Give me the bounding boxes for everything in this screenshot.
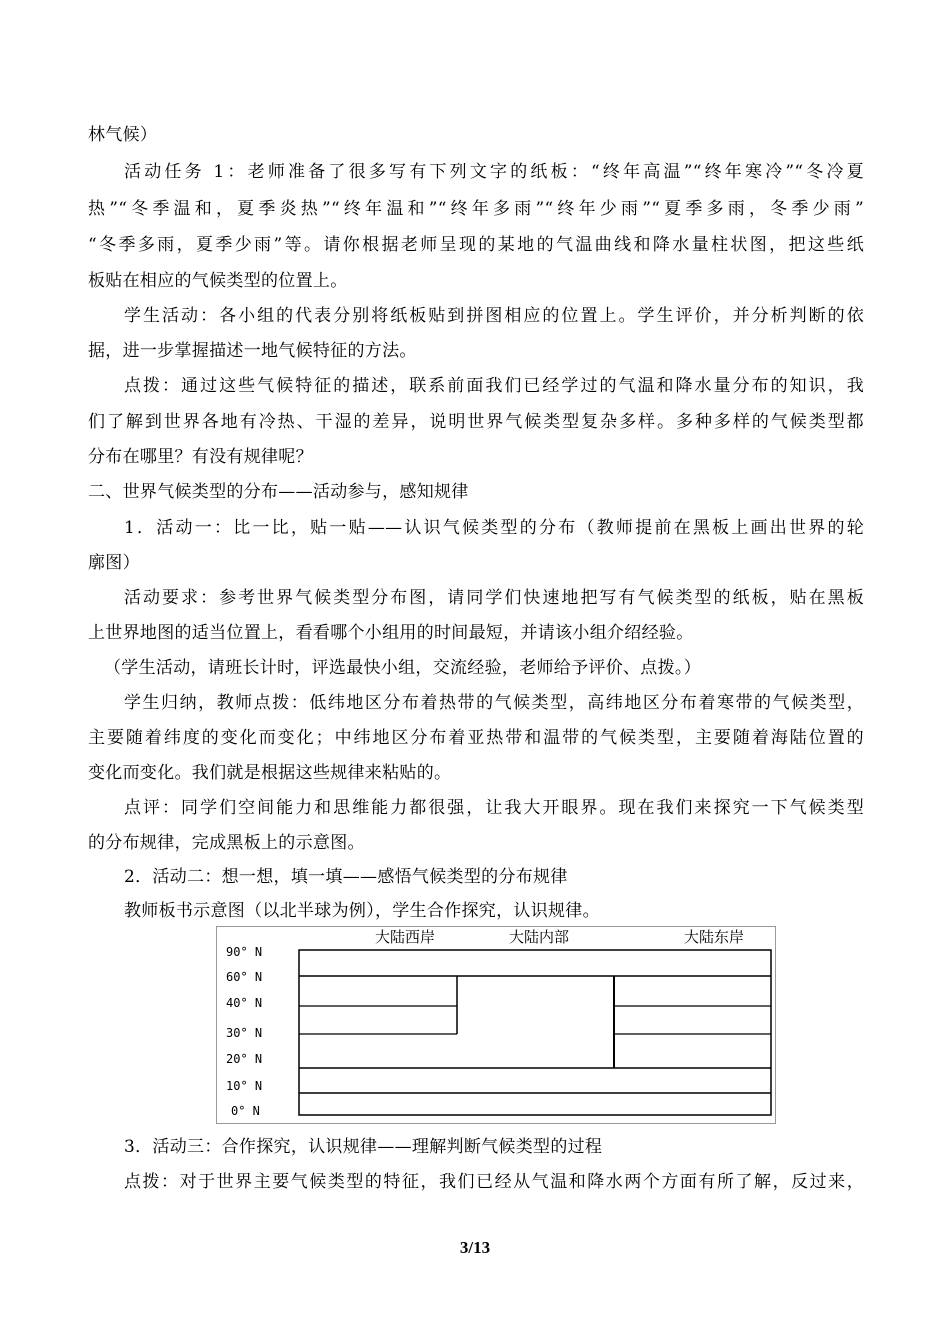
paragraph-line: 变化而变化。我们就是根据这些规律来粘贴的。 (88, 763, 452, 783)
diagram-grid (299, 950, 771, 1115)
paragraph-line: 分布在哪里？有没有规律呢？ (88, 447, 313, 467)
paragraph-line: 教师板书示意图（以北半球为例），学生合作探究，认识规律。 (124, 901, 600, 921)
paragraph-line: 的分布规律，完成黑板上的示意图。 (88, 833, 365, 853)
lat-label-0: 0° N (231, 1104, 260, 1118)
lat-label-90: 90° N (226, 945, 263, 959)
paragraph-line: 活动要求：参考世界气候类型分布图，请同学们快速地把写有气候类型的纸板，贴在黑板 (124, 588, 864, 608)
lat-label-60: 60° N (226, 970, 263, 984)
header-west-coast: 大陆西岸 (374, 928, 436, 946)
climate-distribution-diagram (216, 926, 776, 1124)
paragraph-line: 点评：同学们空间能力和思维能力都很强，让我大开眼界。现在我们来探究一下气候类型 (124, 798, 864, 818)
paragraph-line: 主要随着纬度的变化而变化；中纬地区分布着亚热带和温带的气候类型，主要随着海陆位置的 (88, 728, 864, 748)
lat-label-10: 10° N (226, 1079, 263, 1093)
paragraph-line: 活动任务 1：老师准备了很多写有下列文字的纸板：“终年高温”“终年寒冷”“冬冷夏 (124, 162, 864, 182)
header-east-coast: 大陆东岸 (683, 928, 745, 946)
header-inland: 大陆内部 (508, 928, 570, 946)
lat-label-40: 40° N (226, 996, 263, 1010)
paragraph-line: 3．活动三：合作探究，认识规律——理解判断气候类型的过程 (124, 1137, 603, 1157)
paragraph-line: 廓图） (88, 553, 140, 573)
paragraph-line: 上世界地图的适当位置上，看看哪个小组用的时间最短，并请该小组介绍经验。 (88, 623, 694, 643)
paragraph-line: 学生活动：各小组的代表分别将纸板贴到拼图相应的位置上。学生评价，并分析判断的依 (124, 306, 864, 326)
paragraph-line: 1．活动一：比一比，贴一贴——认识气候类型的分布（教师提前在黑板上画出世界的轮 (124, 518, 864, 538)
section-heading: 二、世界气候类型的分布——活动参与，感知规律 (88, 482, 469, 502)
paragraph-line: 热”“冬季温和，夏季炎热”“终年温和”“终年多雨”“终年少雨”“夏季多雨，冬季少雨” (88, 199, 864, 219)
paragraph-line: 点拨：通过这些气候特征的描述，联系前面我们已经学过的气温和降水量分布的知识，我 (124, 376, 864, 396)
page-number: 3/13 (459, 1238, 491, 1257)
paragraph-line: 点拨：对于世界主要气候类型的特征，我们已经从气温和降水两个方面有所了解，反过来， (124, 1172, 864, 1192)
paragraph-line: “冬季多雨，夏季少雨”等。请你根据老师呈现的某地的气温曲线和降水量柱状图，把这些纸 (88, 235, 864, 255)
lat-label-20: 20° N (226, 1052, 263, 1066)
paragraph-line: 林气候） (88, 125, 158, 145)
paragraph-line: （学生活动，请班长计时，评选最快小组，交流经验，老师给予评价、点拨。） (104, 658, 701, 678)
paragraph-line: 学生归纳，教师点拨：低纬地区分布着热带的气候类型，高纬地区分布着寒带的气候类型， (124, 693, 864, 713)
lat-label-30: 30° N (226, 1026, 263, 1040)
paragraph-line: 据，进一步掌握描述一地气候特征的方法。 (88, 341, 417, 361)
paragraph-line: 2．活动二：想一想，填一填——感悟气候类型的分布规律 (124, 867, 568, 887)
paragraph-line: 板贴在相应的气候类型的位置上。 (88, 271, 348, 291)
paragraph-line: 们了解到世界各地有冷热、干湿的差异，说明世界气候类型复杂多样。多种多样的气候类型都 (88, 412, 864, 432)
